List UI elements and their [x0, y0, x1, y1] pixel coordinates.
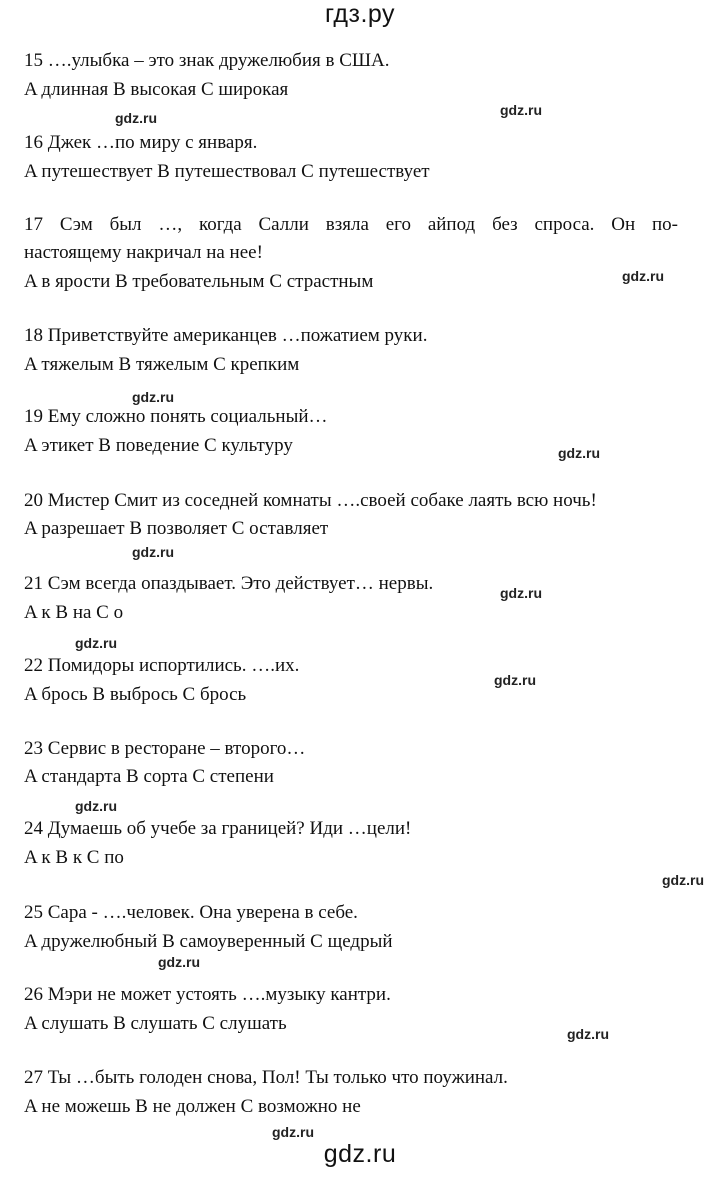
answers-24: A к B к C по	[24, 847, 124, 868]
question-23: 23 Сервис в ресторане – второго…	[24, 738, 306, 759]
answers-18: A тяжелым B тяжелым C крепким	[24, 354, 300, 375]
watermark: gdz.ru	[500, 585, 542, 601]
question-19: 19 Ему сложно понять социальный…	[24, 406, 328, 427]
question-17-line1: 17 Сэм был …, когда Салли взяла его айпод без спроса. Он по-	[24, 214, 678, 235]
watermark: gdz.ru	[558, 445, 600, 461]
watermark: gdz.ru	[75, 798, 117, 814]
question-25: 25 Сара - ….человек. Она уверена в себе.	[24, 902, 358, 923]
watermark: gdz.ru	[494, 672, 536, 688]
question-27: 27 Ты …быть голоден снова, Пол! Ты только что поужинал.	[24, 1067, 508, 1088]
watermark: gdz.ru	[132, 544, 174, 560]
answers-20: A разрешает B позволяет C оставляет	[24, 518, 329, 539]
question-24: 24 Думаешь об учебе за границей? Иди …цели!	[24, 818, 412, 839]
page-footer: gdz.ru	[323, 1140, 397, 1168]
question-15: 15 ….улыбка – это знак дружелюбия в США.	[24, 50, 390, 71]
watermark: gdz.ru	[567, 1026, 609, 1042]
answers-26: A слушать B слушать C слушать	[24, 1013, 287, 1034]
answers-27: A не можешь B не должен C возможно не	[24, 1096, 361, 1117]
question-21: 21 Сэм всегда опаздывает. Это действует… нервы.	[24, 573, 434, 594]
answers-22: A брось B выбрось C брось	[24, 684, 247, 705]
question-26: 26 Мэри не может устоять ….музыку кантри.	[24, 984, 391, 1005]
answers-19: A этикет B поведение C культуру	[24, 435, 293, 456]
answers-23: A стандарта B сорта C степени	[24, 766, 274, 787]
answers-21: A к B на C о	[24, 602, 124, 623]
answers-15: A длинная B высокая C широкая	[24, 79, 289, 100]
answers-17: A в ярости B требовательным C страстным	[24, 271, 374, 292]
page-header: гдз.ру	[324, 0, 396, 28]
watermark: gdz.ru	[272, 1124, 314, 1140]
watermark: gdz.ru	[622, 268, 664, 284]
watermark: gdz.ru	[115, 110, 157, 126]
question-22: 22 Помидоры испортились. ….их.	[24, 655, 300, 676]
watermark: gdz.ru	[662, 872, 704, 888]
answers-16: A путешествует B путешествовал C путешествует	[24, 161, 430, 182]
answers-25: A дружелюбный B самоуверенный C щедрый	[24, 931, 393, 952]
question-17-line2: настоящему накричал на нее!	[24, 242, 263, 263]
watermark: gdz.ru	[158, 954, 200, 970]
watermark: gdz.ru	[132, 389, 174, 405]
question-18: 18 Приветствуйте американцев …пожатием руки.	[24, 325, 428, 346]
watermark: gdz.ru	[500, 102, 542, 118]
watermark: gdz.ru	[75, 635, 117, 651]
question-16: 16 Джек …по миру с января.	[24, 132, 258, 153]
question-20: 20 Мистер Смит из соседней комнаты ….своей собаке лаять всю ночь!	[24, 490, 597, 511]
